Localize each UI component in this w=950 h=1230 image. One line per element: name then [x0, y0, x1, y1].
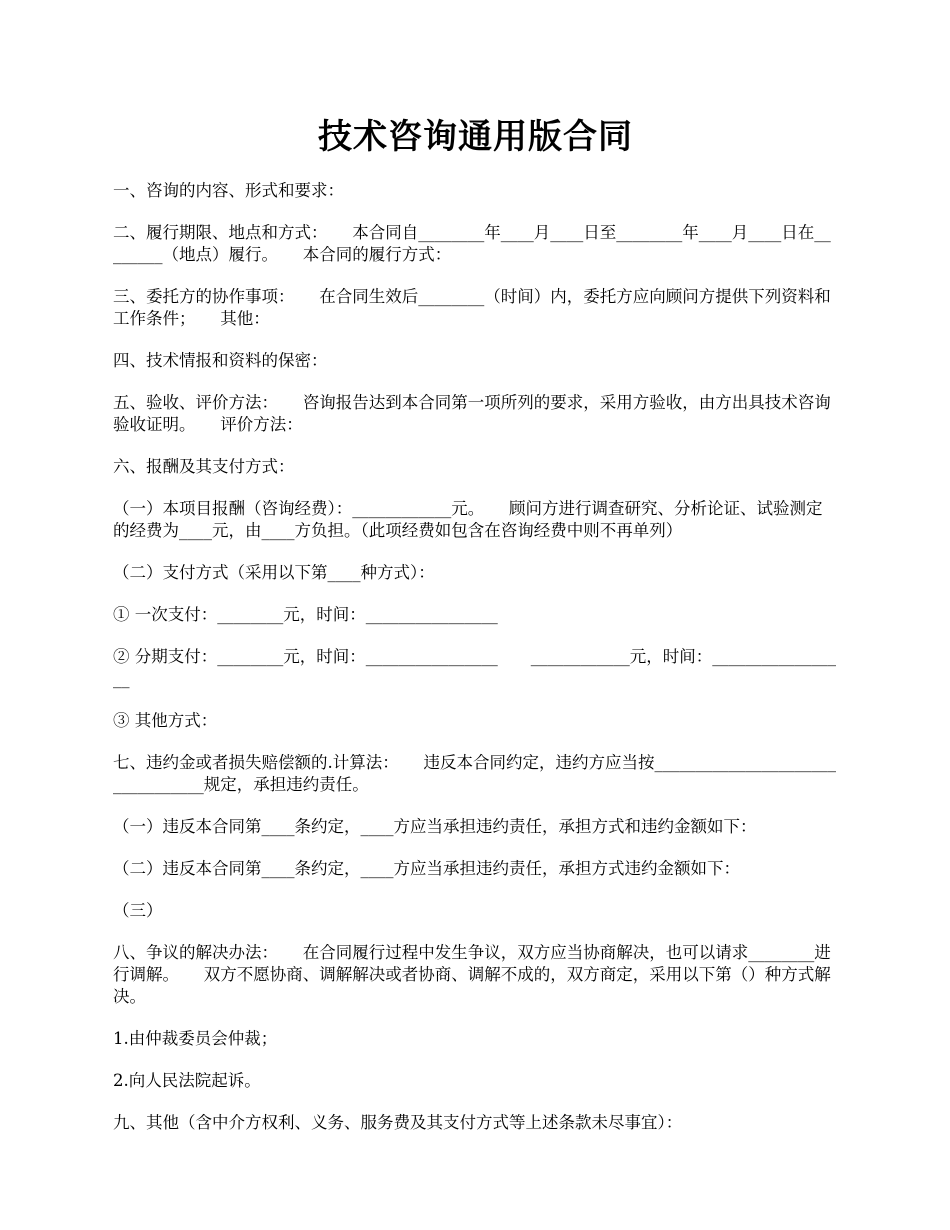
clause-6-2-payment-method: （二）支付方式（采用以下第____种方式）： [113, 563, 435, 582]
clause-5-acceptance-evaluation: 五、验收、评价方法： 咨询报告达到本合同第一项所列的要求，采用方验收，由方出具技术咨询验收证明。 评价方法： [113, 393, 831, 434]
payment-option-other: ③ 其他方式： [113, 711, 218, 730]
clause-9-other: 九、其他（含中介方权利、义务、服务费及其支付方式等上述条款未尽事宜）： [113, 1113, 683, 1132]
dispute-option-court: 2.向人民法院起诉。 [113, 1071, 261, 1090]
clause-3-client-cooperation: 三、委托方的协作事项： 在合同生效后________（时间）内，委托方应向顾问方提供下列资料和工作条件； 其他： [113, 287, 831, 328]
payment-option-installments: ② 分期支付：________元，时间：________________ ____________元，时间：_________________ [113, 647, 836, 688]
clause-7-liquidated-damages: 七、违约金或者损失赔偿额的.计算法： 违反本合同约定，违约方应当按_________________________________规定，承担违约责任。 [113, 753, 836, 794]
clause-7-2-breach: （二）违反本合同第____条约定，____方应当承担违约责任，承担方式违约金额如下： [113, 859, 740, 878]
clause-7-3: （三） [113, 901, 163, 920]
clause-6-1-fee: （一）本项目报酬（咨询经费）：____________元。 顾问方进行调查研究、分析论证、试验测定的经费为____元，由____方负担。（此项经费如包含在咨询经费中则不再单列） [113, 499, 823, 540]
clause-4-confidentiality: 四、技术情报和资料的保密： [113, 351, 328, 370]
clause-7-1-breach: （一）违反本合同第____条约定，____方应当承担违约责任，承担方式和违约金额如下： [113, 817, 757, 836]
clause-1-consulting-content: 一、咨询的内容、形式和要求： [113, 181, 344, 200]
document-title: 技术咨询通用版合同 [318, 117, 633, 157]
clause-2-term-location-method: 二、履行期限、地点和方式： 本合同自________年____月____日至________年____月____日在________（地点）履行。 本合同的履行方式： [113, 223, 831, 264]
dispute-option-arbitration: 1.由仲裁委员会仲裁； [113, 1029, 278, 1048]
clause-8-dispute-resolution: 八、争议的解决办法： 在合同履行过程中发生争议，双方应当协商解决，也可以请求________进行调解。 双方不愿协商、调解解决或者协商、调解不成的，双方商定，采用以下第（）种方式解决。 [113, 943, 831, 1006]
document-body [113, 180, 838, 1134]
clause-6-remuneration: 六、报酬及其支付方式： [113, 457, 295, 476]
payment-option-lump-sum: ① 一次支付：________元，时间：________________ [113, 605, 498, 624]
